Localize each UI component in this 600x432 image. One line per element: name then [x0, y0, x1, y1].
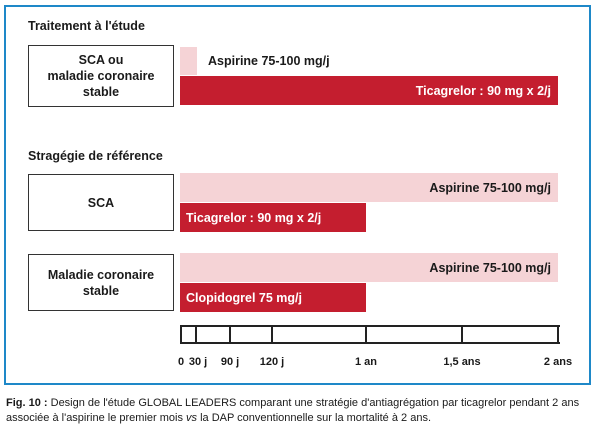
time-axis-top: [180, 325, 560, 327]
section-title-reference: Stragégie de référence: [28, 149, 163, 163]
caption-text-b: la DAP conventionnelle sur la mortalité à 2 ans.: [197, 412, 431, 424]
bar-study-ticagrelor: Ticagrelor : 90 mg x 2/j: [180, 76, 558, 105]
tick-label-90j: 90 j: [220, 356, 240, 368]
caption-text-a: Design de l'étude GLOBAL LEADERS comparant une stratégie d'antiagrégation par ticagrelor pendant 2 ans associée à l'aspirine le premier mois: [6, 397, 580, 424]
tick-label-2ans: 2 ans: [543, 356, 573, 368]
tick-label-0: 0: [177, 356, 185, 368]
group-line-2: maladie coronaire: [47, 69, 155, 83]
group-box-sca: SCA: [28, 174, 174, 231]
axis-tick-2ans: [557, 325, 559, 344]
axis-tick-1-5ans: [461, 325, 463, 344]
group-line-3: stable: [82, 85, 120, 99]
stable-line-1: Maladie coronaire: [47, 267, 155, 282]
section-title-study: Traitement à l'étude: [28, 19, 145, 33]
stable-line-2: stable: [82, 283, 120, 298]
axis-tick-120j: [271, 325, 273, 344]
caption-label: Fig. 10 :: [6, 397, 48, 409]
tick-label-120j: 120 j: [259, 356, 285, 368]
group-box-stable: [28, 254, 174, 311]
axis-tick-30j: [195, 325, 197, 344]
time-axis-bottom: [180, 342, 560, 344]
tick-label-30j: 30 j: [188, 356, 208, 368]
caption-text-em: vs: [186, 412, 198, 424]
tick-label-1-5ans: 1,5 ans: [443, 356, 481, 368]
figure-caption: [6, 396, 594, 426]
axis-tick-1an: [365, 325, 367, 344]
tick-label-1an: 1 an: [354, 356, 378, 368]
bar-sca-ticagrelor: Ticagrelor : 90 mg x 2/j: [180, 203, 366, 232]
bar-stable-aspirin: Aspirine 75-100 mg/j: [180, 253, 558, 282]
axis-tick-0: [180, 325, 182, 344]
label-study-aspirin: Aspirine 75-100 mg/j: [208, 54, 330, 68]
group-box-study: [28, 45, 174, 107]
bar-stable-clopidogrel: Clopidogrel 75 mg/j: [180, 283, 366, 312]
bar-sca-aspirin: Aspirine 75-100 mg/j: [180, 173, 558, 202]
bar-study-aspirin: [180, 47, 197, 75]
group-line-1: SCA ou: [78, 53, 124, 67]
axis-tick-90j: [229, 325, 231, 344]
